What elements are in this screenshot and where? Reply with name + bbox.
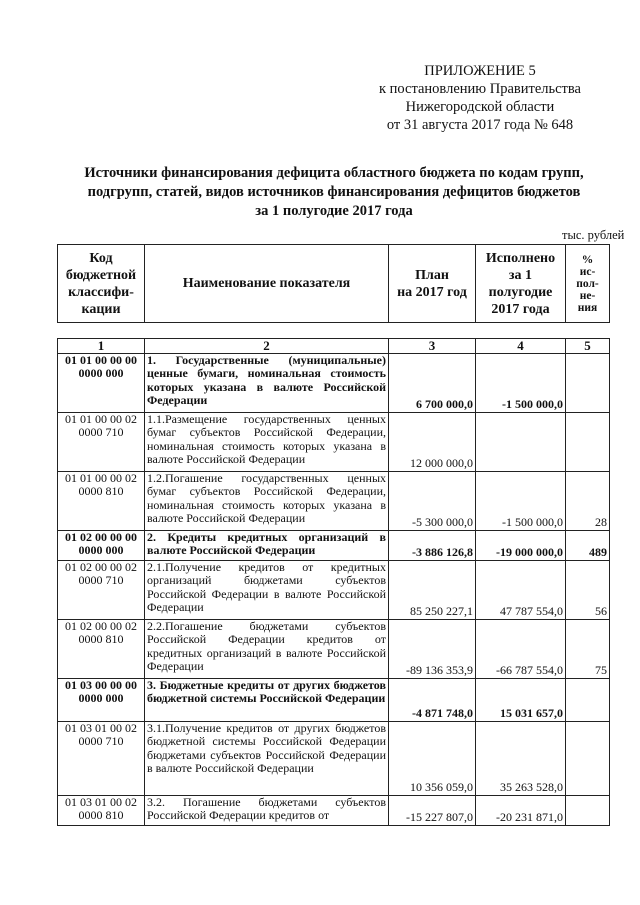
- appendix-line: к постановлению Правительства: [379, 81, 581, 97]
- row-percent: 75: [566, 619, 610, 678]
- row-percent: 28: [566, 471, 610, 530]
- row-name: 3.2. Погашение бюджетами субъектов Российской Федерации кредитов от: [145, 795, 389, 825]
- row-executed: -19 000 000,0: [476, 530, 566, 560]
- table-row: [58, 560, 610, 619]
- title-line: подгрупп, статей, видов источников финансирования дефицитов бюджетов: [87, 184, 581, 200]
- appendix-block: [330, 62, 630, 134]
- appendix-line: Нижегородской области: [405, 99, 555, 115]
- data-table: [57, 338, 610, 826]
- row-plan: -3 886 126,8: [389, 530, 476, 560]
- row-executed: 47 787 554,0: [476, 560, 566, 619]
- row-name: 1. Государственные (муниципальные) ценные бумаги, номинальная стоимость которых указана в валюте Российской Федерации: [145, 353, 389, 412]
- column-number-row: [58, 339, 610, 354]
- row-code: 01 02 00 00 00 0000 000: [58, 530, 145, 560]
- row-plan: -5 300 000,0: [389, 471, 476, 530]
- column-number: 1: [58, 339, 145, 354]
- row-executed: -1 500 000,0: [476, 471, 566, 530]
- row-percent: 489: [566, 530, 610, 560]
- row-plan: 12 000 000,0: [389, 412, 476, 471]
- row-code: 01 03 01 00 02 0000 710: [58, 721, 145, 795]
- header-plan: План на 2017 год: [389, 245, 476, 323]
- row-code: 01 01 00 00 02 0000 810: [58, 471, 145, 530]
- row-name: 1.1.Размещение государственных ценных бумаг субъектов Российской Федерации, номинальная стоимость которых указана в валюте Российской Федерации: [145, 412, 389, 471]
- title-line: за 1 полугодие 2017 года: [255, 203, 413, 219]
- row-code: 01 02 00 00 02 0000 710: [58, 560, 145, 619]
- table-header: [57, 244, 610, 323]
- row-percent: [566, 353, 610, 412]
- column-number: 4: [476, 339, 566, 354]
- appendix-line: от 31 августа 2017 года № 648: [386, 117, 574, 133]
- row-executed: -1 500 000,0: [476, 353, 566, 412]
- row-code: 01 03 01 00 02 0000 810: [58, 795, 145, 825]
- row-executed: 35 263 528,0: [476, 721, 566, 795]
- row-code: 01 02 00 00 02 0000 810: [58, 619, 145, 678]
- row-executed: [476, 412, 566, 471]
- units-label: тыс. рублей: [562, 228, 625, 242]
- row-plan: 10 356 059,0: [389, 721, 476, 795]
- row-plan: -15 227 807,0: [389, 795, 476, 825]
- row-code: 01 01 00 00 02 0000 710: [58, 412, 145, 471]
- row-executed: 15 031 657,0: [476, 678, 566, 721]
- column-number: 3: [389, 339, 476, 354]
- row-name: 1.2.Погашение государственных ценных бумаг субъектов Российской Федерации, номинальная стоимость которых указана в валюте Российской Федерации: [145, 471, 389, 530]
- table-row: [58, 619, 610, 678]
- row-percent: [566, 412, 610, 471]
- row-percent: 56: [566, 560, 610, 619]
- document-title: [60, 164, 608, 221]
- header-executed: Исполнено за 1 полугодие 2017 года: [476, 245, 566, 323]
- header-code: Код бюджетной классифи- кации: [58, 245, 145, 323]
- row-name: 2.2.Погашение бюджетами субъектов Российской Федерации кредитов от кредитных организаций в валюте Российской Федерации: [145, 619, 389, 678]
- column-number: 5: [566, 339, 610, 354]
- table-row: [58, 412, 610, 471]
- table-row: [58, 721, 610, 795]
- row-name: 3.1.Получение кредитов от других бюджетов бюджетной системы Российской Федерации бюджетами субъектов Российской Федерации в валюте Российской Федерации: [145, 721, 389, 795]
- table-row: [58, 353, 610, 412]
- row-executed: -66 787 554,0: [476, 619, 566, 678]
- row-plan: 6 700 000,0: [389, 353, 476, 412]
- row-percent: [566, 795, 610, 825]
- row-percent: [566, 678, 610, 721]
- row-name: 2. Кредиты кредитных организаций в валюте Российской Федерации: [145, 530, 389, 560]
- row-plan: 85 250 227,1: [389, 560, 476, 619]
- row-plan: -89 136 353,9: [389, 619, 476, 678]
- table-row: [58, 795, 610, 825]
- table-row: [58, 530, 610, 560]
- title-line: Источники финансирования дефицита областного бюджета по кодам групп,: [84, 165, 584, 181]
- table-row: [58, 678, 610, 721]
- row-executed: -20 231 871,0: [476, 795, 566, 825]
- appendix-title: ПРИЛОЖЕНИЕ 5: [424, 63, 536, 79]
- row-plan: -4 871 748,0: [389, 678, 476, 721]
- header-name: Наименование показателя: [145, 245, 389, 323]
- row-code: 01 03 00 00 00 0000 000: [58, 678, 145, 721]
- column-number: 2: [145, 339, 389, 354]
- row-percent: [566, 721, 610, 795]
- row-code: 01 01 00 00 00 0000 000: [58, 353, 145, 412]
- header-percent: % ис- пол- не- ния: [566, 245, 610, 323]
- table-row: [58, 471, 610, 530]
- row-name: 2.1.Получение кредитов от кредитных организаций бюджетами субъектов Российской Федерации в валюте Российской Федерации: [145, 560, 389, 619]
- row-name: 3. Бюджетные кредиты от других бюджетов бюджетной системы Российской Федерации: [145, 678, 389, 721]
